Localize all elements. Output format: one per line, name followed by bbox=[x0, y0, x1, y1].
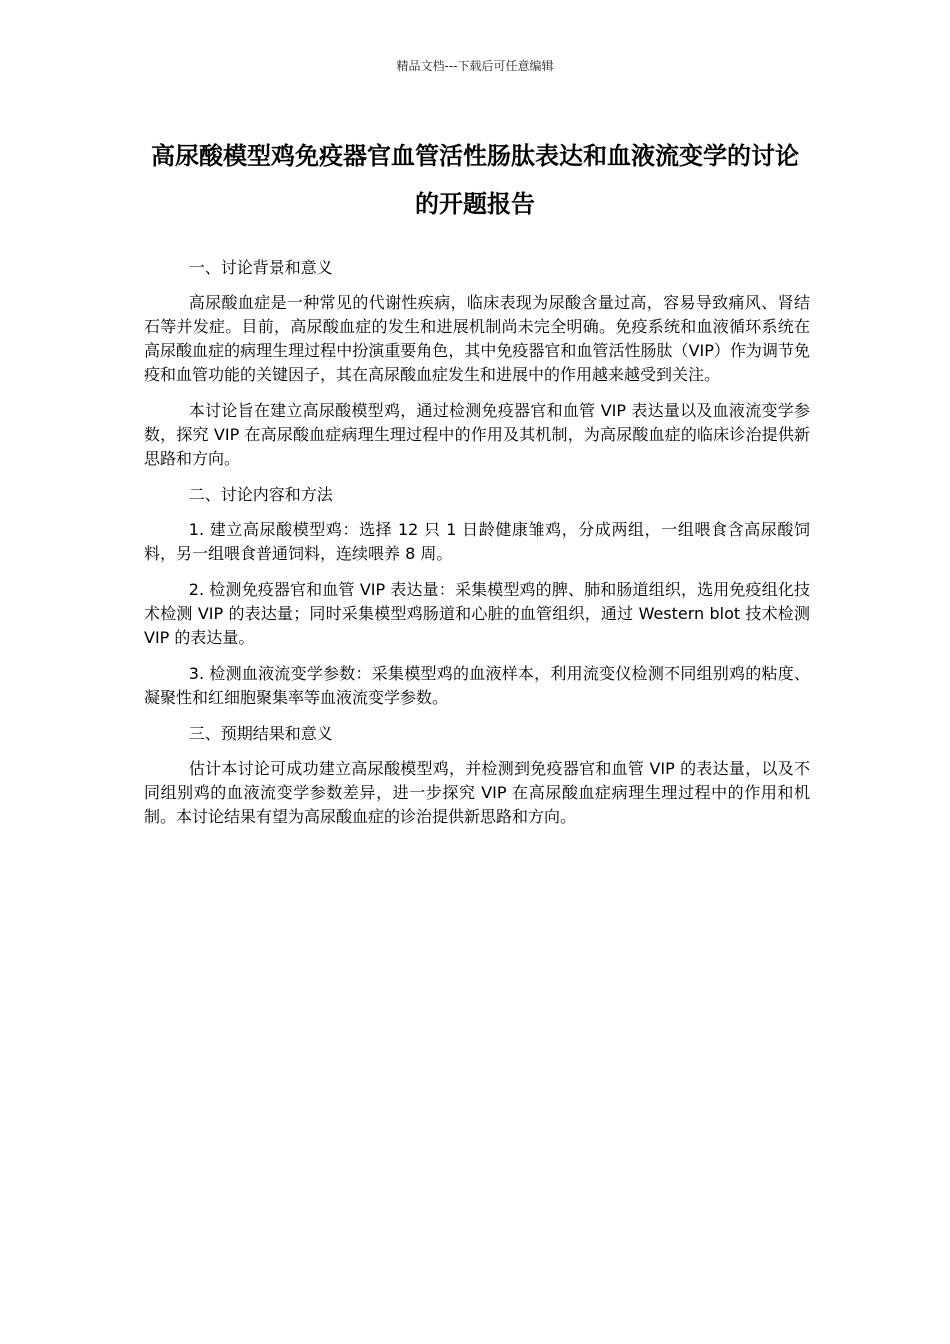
section-heading-methods: 二、讨论内容和方法 bbox=[188, 485, 333, 504]
page-header: 精品文档---下载后可任意编辑 bbox=[396, 59, 554, 73]
paragraph-method-2: 2. 检测免疫器官和血管 VIP 表达量：采集模型鸡的脾、肺和肠道组织，选用免疫组化技术检测 VIP 的表达量；同时采集模型鸡肠道和心脏的血管组织，通过 Western blot 技术检测 VIP 的表达量。 bbox=[144, 580, 810, 647]
paragraph-background-2: 本讨论旨在建立高尿酸模型鸡，通过检测免疫器官和血管 VIP 表达量以及血液流变学参数，探究 VIP 在高尿酸血症病理生理过程中的作用及其机制，为高尿酸血症的临床诊治提供新思路和方向。 bbox=[144, 401, 810, 468]
paragraph-expected-results: 估计本讨论可成功建立高尿酸模型鸡，并检测到免疫器官和血管 VIP 的表达量，以及不同组别鸡的血液流变学参数差异，进一步探究 VIP 在高尿酸血症病理生理过程中的作用和机制。本讨论结果有望为高尿酸血症的诊治提供新思路和方向。 bbox=[144, 759, 810, 826]
document-body bbox=[144, 256, 810, 841]
section-heading-expected-results: 三、预期结果和意义 bbox=[188, 724, 333, 743]
section-heading-background: 一、讨论背景和意义 bbox=[188, 258, 333, 277]
document-title: 高尿酸模型鸡免疫器官血管活性肠肽表达和血液流变学的讨论的开题报告 bbox=[151, 142, 799, 218]
paragraph-background-1: 高尿酸血症是一种常见的代谢性疾病，临床表现为尿酸含量过高，容易导致痛风、肾结石等并发症。目前，高尿酸血症的发生和进展机制尚未完全明确。免疫系统和血液循环系统在高尿酸血症的病理生理过程中扮演重要角色，其中免疫器官和血管活性肠肽（VIP）作为调节免疫和血管功能的关键因子，其在高尿酸血症发生和进展中的作用越来越受到关注。 bbox=[144, 293, 810, 384]
paragraph-method-3: 3. 检测血液流变学参数：采集模型鸡的血液样本，利用流变仪检测不同组别鸡的粘度、凝聚性和红细胞聚集率等血液流变学参数。 bbox=[144, 664, 810, 707]
paragraph-method-1: 1. 建立高尿酸模型鸡：选择 12 只 1 日龄健康雏鸡，分成两组，一组喂食含高尿酸饲料，另一组喂食普通饲料，连续喂养 8 周。 bbox=[144, 520, 810, 563]
